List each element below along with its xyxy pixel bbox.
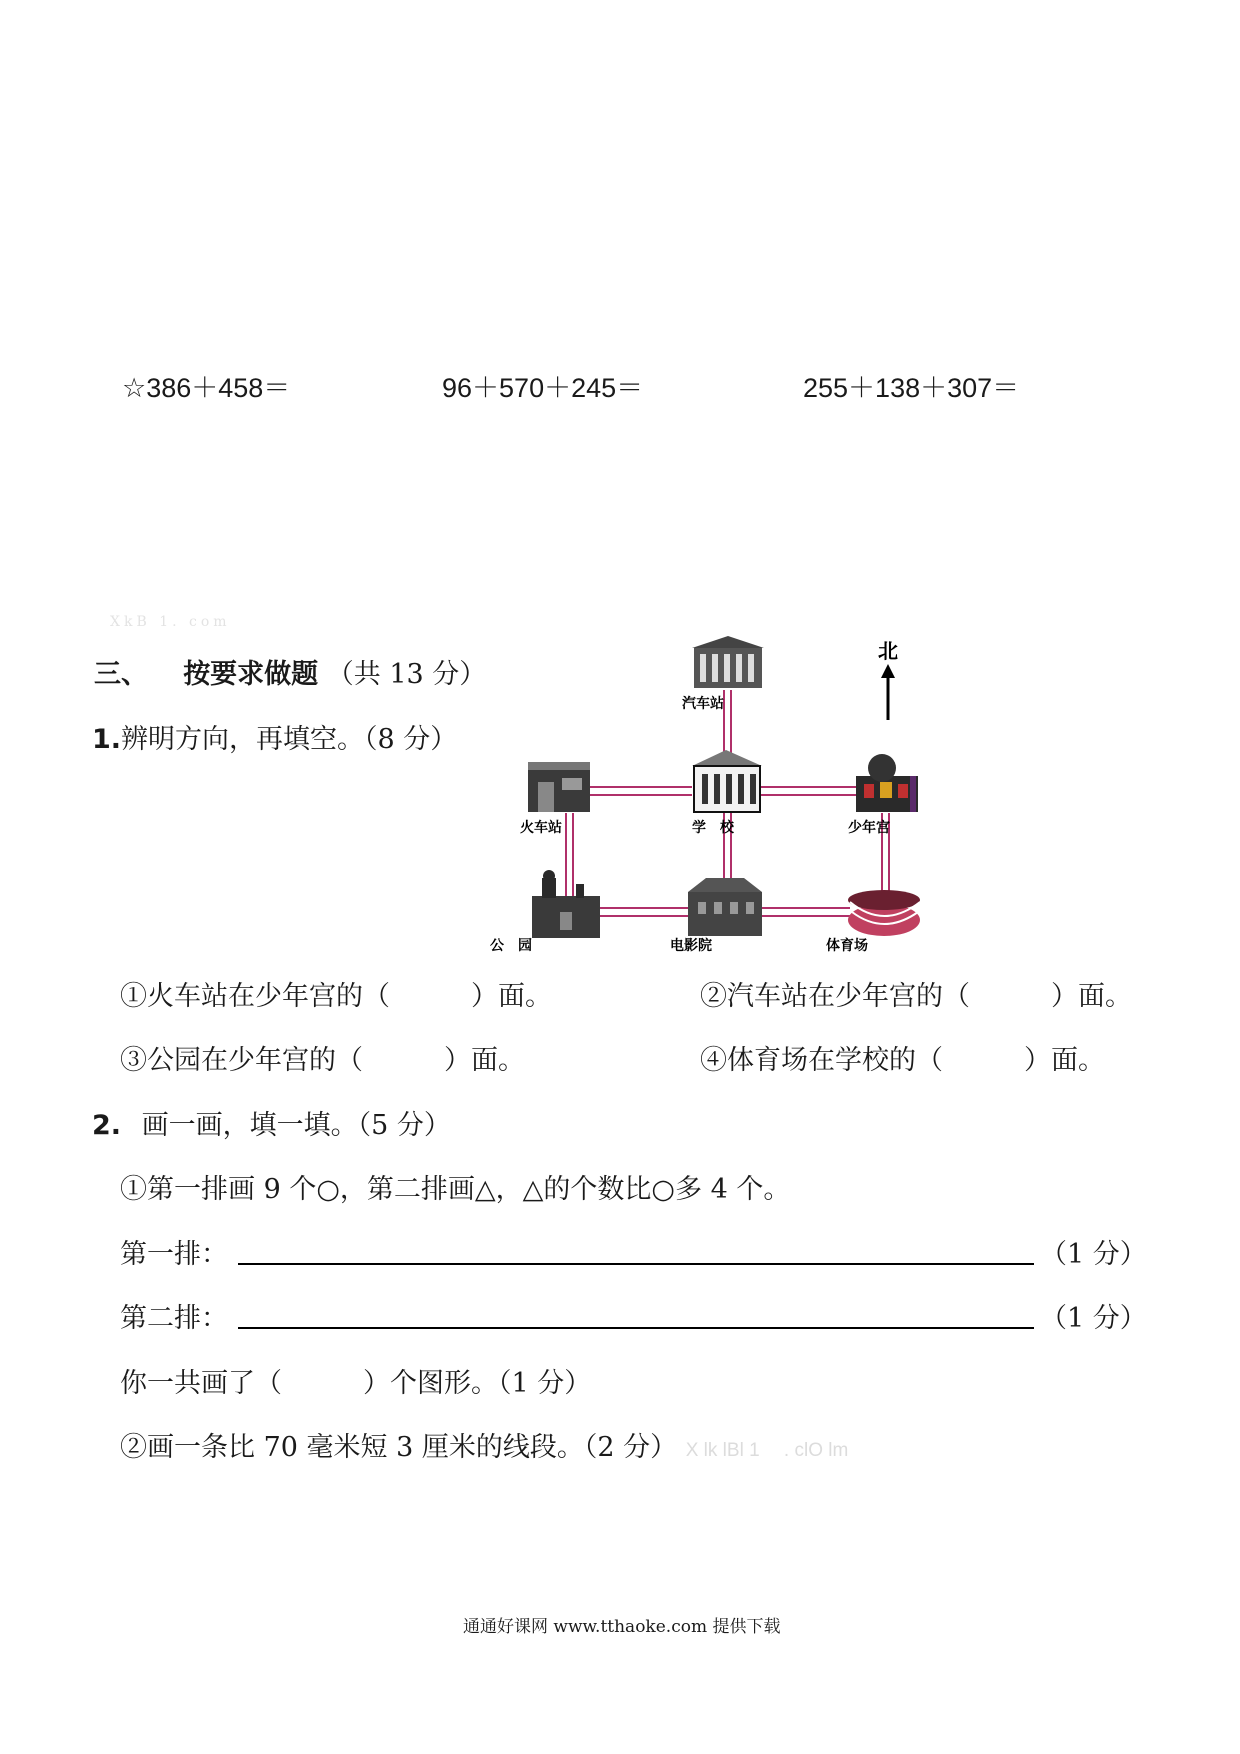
watermark-inline: X lk lBl 1 . clO lm [685, 1440, 849, 1461]
bus-station-label: 汽车站 [682, 696, 724, 712]
q1-item-3: ③公园在少年宫的（ ）面。 [120, 1045, 525, 1076]
q2-label: 2. [92, 1110, 122, 1141]
stadium-icon [848, 890, 920, 936]
q1-label: 1. [92, 724, 122, 755]
park-label: 公 园 [490, 938, 532, 954]
q2-text: 画一画，填一填。（5 分） [141, 1110, 451, 1141]
train-station-icon [528, 762, 590, 812]
q2-item-1: ①第一排画 9 个○，第二排画△，△的个数比○多 4 个。 [120, 1174, 791, 1205]
section-number: 三、 [94, 659, 148, 690]
row1-score: （1 分） [1040, 1239, 1147, 1270]
row1-label: 第一排： [120, 1239, 228, 1270]
q1-item-4: ④体育场在学校的（ ）面。 [700, 1045, 1105, 1076]
row2-answer-line[interactable] [238, 1327, 1034, 1329]
q1-heading [92, 717, 457, 756]
row2-label: 第二排： [120, 1303, 228, 1334]
row2-score: （1 分） [1040, 1303, 1147, 1334]
section-heading [94, 652, 486, 691]
school-icon [692, 750, 762, 812]
section-score: （共 13 分） [326, 659, 487, 690]
page-footer: 通通好课网 www.tthaoke.com 提供下载 [463, 1617, 781, 1637]
total-count-line: 你一共画了（ ）个图形。（1 分） [120, 1368, 592, 1399]
section-title: 按要求做题 [183, 659, 319, 690]
youth-palace-label: 少年宫 [848, 820, 890, 836]
watermark-top: XkB 1. com [110, 614, 231, 630]
calc-3: 255＋138＋307＝ [803, 373, 1020, 403]
cinema-icon [688, 878, 762, 936]
train-station-label: 火车站 [520, 820, 562, 836]
calc-1: ☆386＋458＝ [122, 373, 291, 403]
q2-item-2-text: ②画一条比 70 毫米短 3 厘米的线段。（2 分） [120, 1432, 678, 1463]
cinema-label: 电影院 [670, 938, 712, 954]
calc-2: 96＋570＋245＝ [442, 373, 644, 403]
direction-map [470, 630, 950, 960]
youth-palace-icon [856, 754, 918, 812]
north-arrow-icon [881, 664, 895, 720]
q2-heading [92, 1103, 451, 1142]
q1-item-2: ②汽车站在少年宫的（ ）面。 [700, 981, 1132, 1012]
q1-text: 辨明方向，再填空。（8 分） [121, 724, 458, 755]
q1-item-1: ①火车站在少年宫的（ ）面。 [120, 981, 552, 1012]
row1-answer-line[interactable] [238, 1263, 1034, 1265]
north-label: 北 [878, 639, 898, 663]
stadium-label: 体育场 [826, 938, 868, 954]
bus-station-icon [692, 636, 764, 688]
q2-item-2 [120, 1425, 848, 1464]
school-label: 学 校 [692, 820, 734, 836]
